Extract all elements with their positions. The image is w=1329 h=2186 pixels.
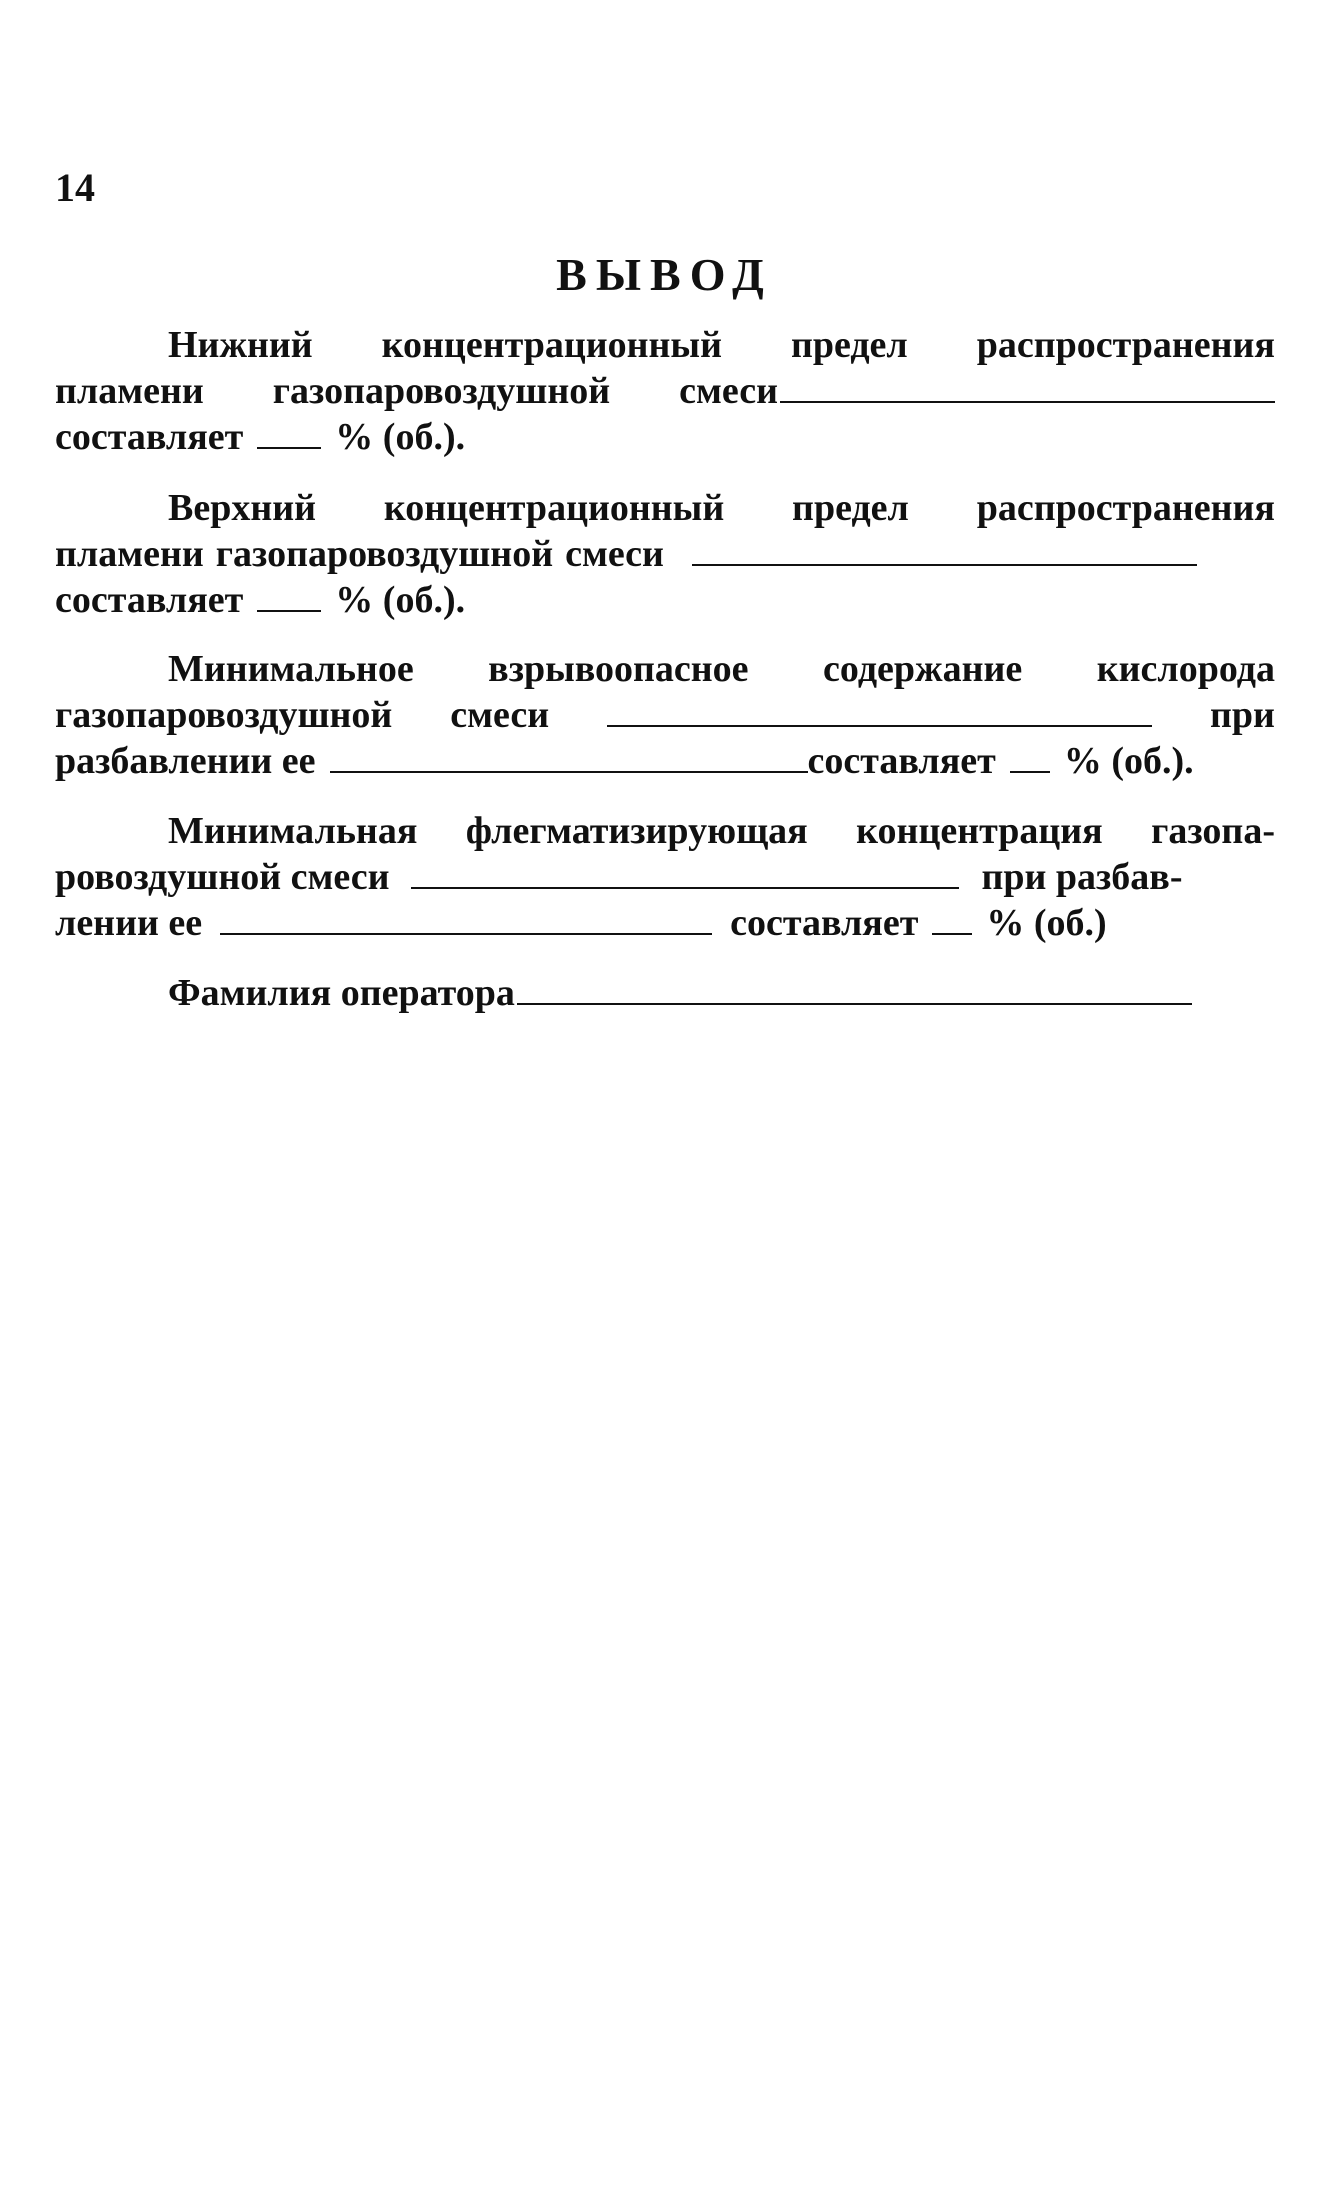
word: газопаровоздушной — [55, 694, 393, 736]
label-text: при разбав- — [981, 856, 1183, 898]
diluent-blank[interactable] — [330, 741, 808, 773]
operator-label: Фамилия оператора — [168, 972, 515, 1014]
word: распространения — [976, 324, 1275, 366]
word: смеси — [679, 370, 778, 412]
word: предел — [790, 324, 908, 366]
paragraph-line — [55, 368, 1275, 414]
operator-name-blank[interactable] — [517, 973, 1192, 1005]
label-text: разбавлении ее — [55, 740, 316, 782]
unit-text: % (об.). — [1063, 740, 1194, 782]
value-blank[interactable] — [1010, 741, 1050, 773]
word: флегматизирующая — [465, 810, 808, 852]
paragraph-line — [55, 577, 1275, 623]
paragraph-line — [168, 322, 1275, 368]
paragraph-line — [168, 646, 1275, 692]
section-title: ВЫВОД — [556, 249, 773, 300]
page-number: 14 — [55, 165, 95, 210]
word: содержание — [823, 648, 1023, 690]
unit-text: % (об.). — [335, 579, 466, 621]
word: взрывоопасное — [488, 648, 749, 690]
label-text: ровоздушной смеси — [55, 856, 390, 898]
word: смеси — [450, 694, 550, 736]
label-text: лении ее — [55, 902, 203, 944]
substance-blank[interactable] — [411, 857, 959, 889]
paragraph-line — [55, 414, 1275, 460]
paragraph-line — [55, 854, 1275, 900]
label-text: составляет — [55, 416, 244, 458]
paragraph-line — [168, 808, 1275, 854]
label-text: составляет — [730, 902, 919, 944]
paragraph-line — [55, 692, 1275, 738]
word: концентрационный — [383, 487, 725, 529]
value-blank[interactable] — [932, 903, 972, 935]
value-blank[interactable] — [257, 580, 321, 612]
word: при — [1210, 694, 1275, 736]
word: распространения — [976, 487, 1275, 529]
substance-blank[interactable] — [780, 371, 1275, 403]
word: пламени — [55, 370, 204, 412]
word: концентрационный — [381, 324, 722, 366]
unit-text: % (об.) — [986, 902, 1107, 944]
paragraph-line — [55, 531, 1275, 577]
paragraph-line — [168, 485, 1275, 531]
word: смеси — [565, 533, 664, 575]
word: газопаровоздушной — [215, 533, 554, 575]
word: пламени — [55, 533, 204, 575]
paragraph-line — [55, 738, 1275, 784]
word: предел — [792, 487, 909, 529]
paragraph-line — [55, 900, 1275, 946]
label-text: составляет — [55, 579, 244, 621]
substance-blank[interactable] — [607, 695, 1152, 727]
word: Нижний — [168, 324, 313, 366]
word: Минимальное — [168, 648, 414, 690]
label-text: составляет — [807, 740, 996, 782]
word: Минимальная — [168, 810, 418, 852]
word: концентрация — [856, 810, 1103, 852]
value-blank[interactable] — [257, 417, 321, 449]
operator-line — [168, 970, 1275, 1016]
word: Верхний — [168, 487, 317, 529]
word: газопа- — [1151, 810, 1275, 852]
diluent-blank[interactable] — [220, 903, 712, 935]
unit-text: % (об.). — [335, 416, 466, 458]
word-with-blank — [679, 368, 1275, 414]
word: газопаровоздушной — [272, 370, 611, 412]
substance-blank[interactable] — [692, 534, 1197, 566]
word: кислорода — [1096, 648, 1275, 690]
